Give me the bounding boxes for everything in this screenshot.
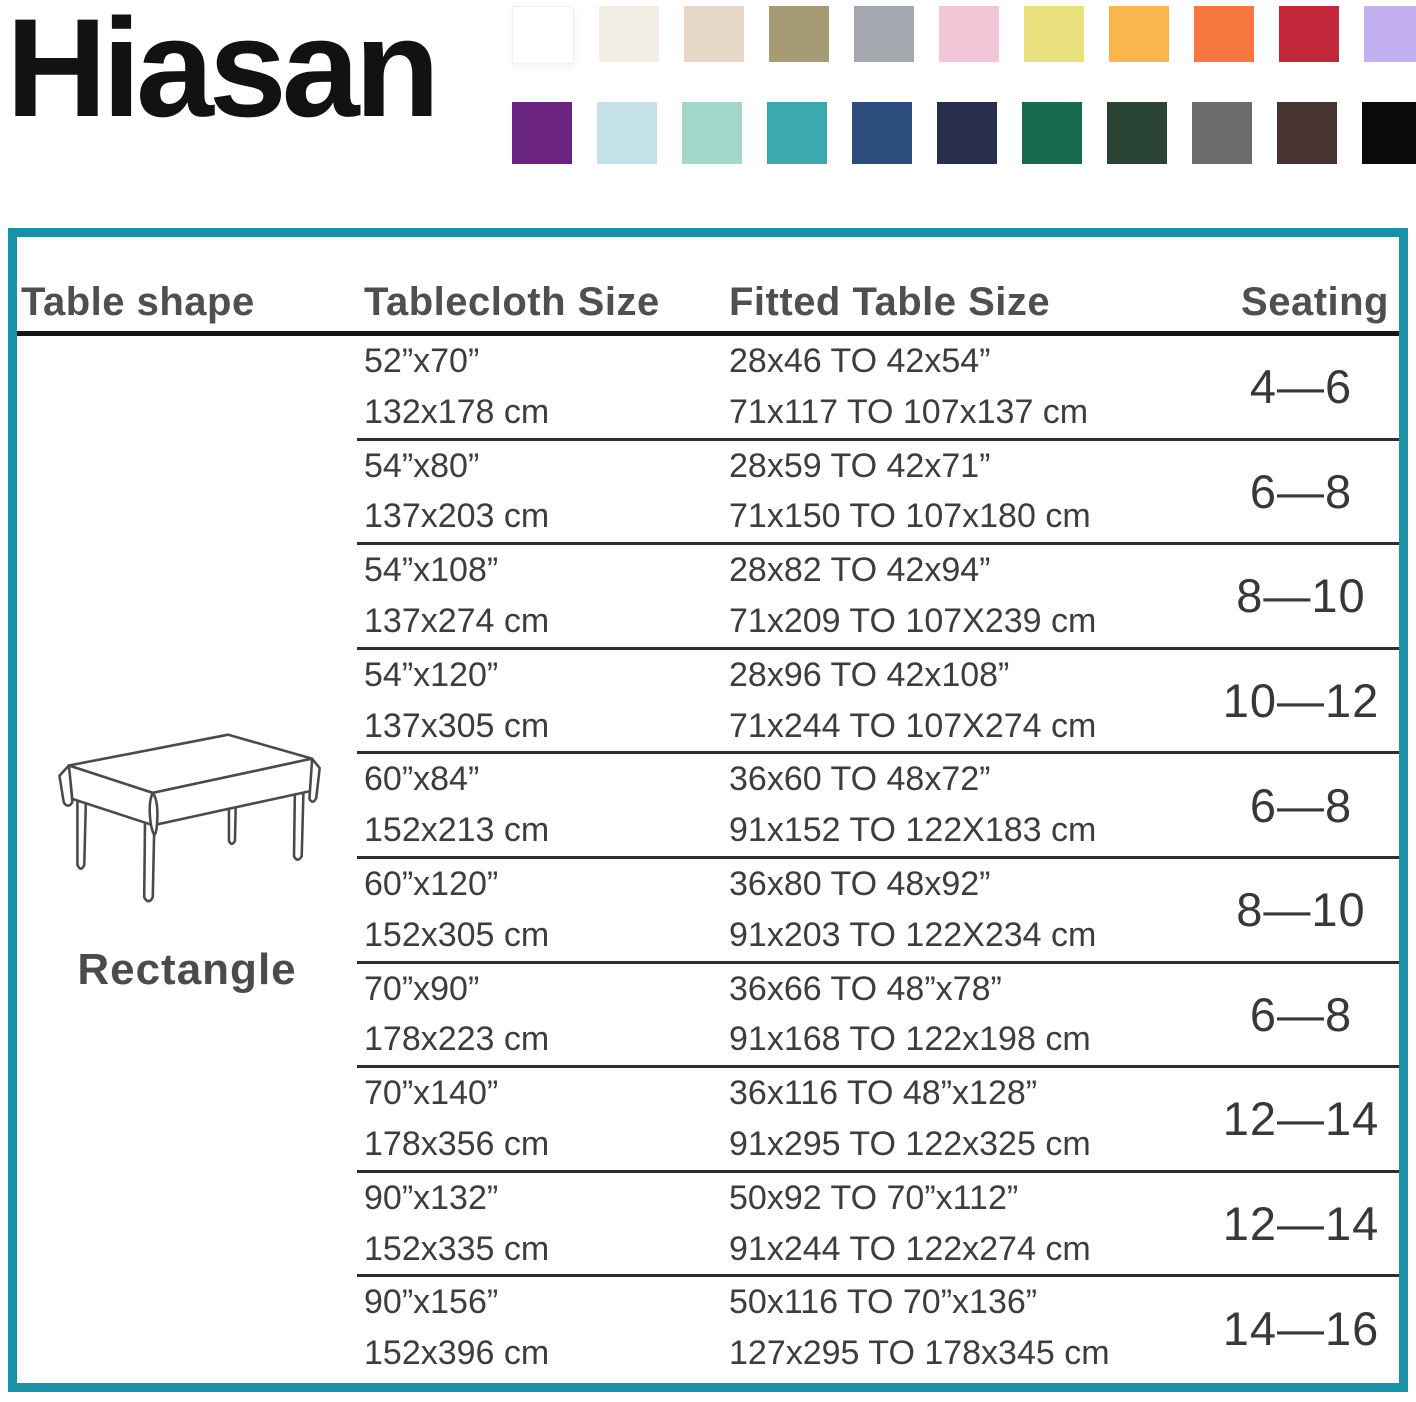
seating-cell: 6—8 — [1249, 778, 1353, 832]
color-swatch — [1362, 102, 1416, 164]
seating-cell: 8—10 — [1236, 569, 1366, 623]
tablecloth-size-cm: 178x356 cm — [364, 1124, 550, 1163]
color-swatch — [1277, 102, 1337, 164]
tablecloth-size-cell — [357, 655, 722, 747]
color-swatch — [599, 6, 659, 62]
fitted-size-cell — [722, 655, 1209, 747]
fitted-size-cm: 91x244 TO 122x274 cm — [729, 1229, 1091, 1268]
fitted-size-cell — [722, 969, 1209, 1061]
column-header-table-shape: Table shape — [21, 280, 255, 324]
color-swatch — [854, 6, 914, 62]
seating-cell: 10—12 — [1222, 674, 1380, 728]
fitted-size-cm: 127x295 TO 178x345 cm — [729, 1334, 1110, 1373]
tablecloth-size-cell — [357, 969, 722, 1061]
fitted-size-cm: 91x203 TO 122X234 cm — [729, 915, 1097, 954]
color-swatch — [1364, 6, 1416, 62]
tablecloth-size-inches: 70”x90” — [364, 969, 480, 1008]
fitted-size-cm: 91x295 TO 122x325 cm — [729, 1124, 1091, 1163]
fitted-size-cell — [722, 341, 1209, 433]
color-swatch — [1194, 6, 1254, 62]
seating-cell: 12—14 — [1222, 1197, 1380, 1251]
size-row — [357, 1068, 1399, 1173]
size-row — [357, 859, 1399, 964]
seating-cell: 6—8 — [1249, 987, 1353, 1041]
fitted-size-inches: 36x60 TO 48x72” — [729, 760, 991, 799]
seating-cell: 4—6 — [1249, 360, 1353, 414]
table-shape-column — [17, 336, 357, 1379]
tablecloth-size-cm: 132x178 cm — [364, 392, 550, 431]
tablecloth-size-cell — [357, 864, 722, 956]
fitted-size-cell — [722, 550, 1209, 642]
fitted-size-inches: 50x116 TO 70”x136” — [729, 1283, 1038, 1322]
fitted-size-cell — [722, 446, 1209, 538]
seating-cell: 14—16 — [1222, 1301, 1380, 1355]
tablecloth-size-cm: 152x335 cm — [364, 1229, 550, 1268]
size-row — [357, 754, 1399, 859]
size-row — [357, 441, 1399, 546]
fitted-size-cm: 71x209 TO 107X239 cm — [729, 601, 1097, 640]
color-swatch — [512, 102, 572, 164]
tablecloth-size-inches: 70”x140” — [364, 1074, 499, 1113]
tablecloth-size-cm: 152x213 cm — [364, 811, 550, 850]
tablecloth-size-inches: 90”x132” — [364, 1178, 499, 1217]
tablecloth-size-cm: 137x203 cm — [364, 497, 550, 536]
size-rows — [357, 336, 1399, 1379]
tablecloth-size-cm: 152x396 cm — [364, 1334, 550, 1373]
color-swatch — [682, 102, 742, 164]
fitted-size-cm: 71x150 TO 107x180 cm — [729, 497, 1091, 536]
swatch-row-bottom — [512, 102, 1416, 164]
color-swatch — [597, 102, 657, 164]
fitted-size-inches: 36x116 TO 48”x128” — [729, 1074, 1038, 1113]
seating-cell: 8—10 — [1236, 883, 1366, 937]
fitted-size-cm: 71x117 TO 107x137 cm — [729, 392, 1089, 431]
tablecloth-size-inches: 60”x120” — [364, 864, 499, 903]
size-row — [357, 964, 1399, 1069]
fitted-size-inches: 28x46 TO 42x54” — [729, 342, 991, 380]
fitted-size-inches: 28x59 TO 42x71” — [729, 446, 991, 485]
size-row — [357, 336, 1399, 441]
tablecloth-size-cell — [357, 446, 722, 538]
tablecloth-size-cell — [357, 1178, 722, 1270]
tablecloth-size-inches: 52”x70” — [364, 342, 480, 380]
rectangle-table-icon — [37, 721, 337, 935]
size-row — [357, 650, 1399, 755]
fitted-size-inches: 36x66 TO 48”x78” — [729, 969, 1002, 1008]
tablecloth-size-cell — [357, 1073, 722, 1165]
size-row — [357, 1277, 1399, 1379]
fitted-size-cell — [722, 1073, 1209, 1165]
tablecloth-size-inches: 54”x80” — [364, 446, 480, 485]
fitted-size-cell — [722, 1178, 1209, 1270]
color-swatch — [939, 6, 999, 62]
column-header-seating: Seating — [1241, 280, 1389, 324]
tablecloth-size-cm: 178x223 cm — [364, 1020, 550, 1059]
brand-logo: Hiasan — [6, 0, 436, 146]
seating-cell: 6—8 — [1249, 464, 1353, 518]
color-swatch — [684, 6, 744, 62]
color-swatch — [512, 6, 574, 64]
size-chart-body — [17, 336, 1399, 1379]
fitted-size-cell — [722, 864, 1209, 956]
color-swatch — [1279, 6, 1339, 62]
column-header-fitted-table-size: Fitted Table Size — [729, 280, 1051, 324]
tablecloth-size-inches: 54”x120” — [364, 655, 499, 694]
tablecloth-size-cell — [357, 1282, 722, 1374]
color-swatch — [1192, 102, 1252, 164]
fitted-size-cell — [722, 1282, 1209, 1374]
tablecloth-size-cell — [357, 341, 722, 433]
tablecloth-size-cell — [357, 550, 722, 642]
tablecloth-size-inches: 54”x108” — [364, 551, 499, 590]
column-header-tablecloth-size: Tablecloth Size — [364, 280, 660, 324]
tablecloth-size-inches: 60”x84” — [364, 760, 480, 799]
fitted-size-inches: 50x92 TO 70”x112” — [729, 1178, 1019, 1217]
tablecloth-size-cell — [357, 759, 722, 851]
fitted-size-cell — [722, 759, 1209, 851]
size-row — [357, 1173, 1399, 1278]
color-swatch — [769, 6, 829, 62]
size-row — [357, 545, 1399, 650]
tablecloth-size-inches: 90”x156” — [364, 1283, 499, 1322]
size-chart-panel — [8, 228, 1408, 1392]
tablecloth-size-cm: 137x274 cm — [364, 601, 550, 640]
color-swatch — [1107, 102, 1167, 164]
color-swatch — [937, 102, 997, 164]
color-swatch — [767, 102, 827, 164]
color-swatch — [852, 102, 912, 164]
swatch-row-top — [512, 6, 1416, 64]
fitted-size-inches: 28x82 TO 42x94” — [729, 551, 991, 590]
shape-label: Rectangle — [77, 944, 297, 994]
tablecloth-size-cm: 137x305 cm — [364, 706, 550, 745]
fitted-size-cm: 91x168 TO 122x198 cm — [729, 1020, 1091, 1059]
color-swatch-palette — [512, 6, 1416, 164]
color-swatch — [1024, 6, 1084, 62]
tablecloth-size-cm: 152x305 cm — [364, 915, 550, 954]
seating-cell: 12—14 — [1222, 1092, 1380, 1146]
fitted-size-cm: 91x152 TO 122X183 cm — [729, 811, 1097, 850]
color-swatch — [1109, 6, 1169, 62]
color-swatch — [1022, 102, 1082, 164]
fitted-size-cm: 71x244 TO 107X274 cm — [729, 706, 1097, 745]
fitted-size-inches: 36x80 TO 48x92” — [729, 864, 991, 903]
size-chart-header — [17, 237, 1399, 336]
fitted-size-inches: 28x96 TO 42x108” — [729, 655, 1010, 694]
